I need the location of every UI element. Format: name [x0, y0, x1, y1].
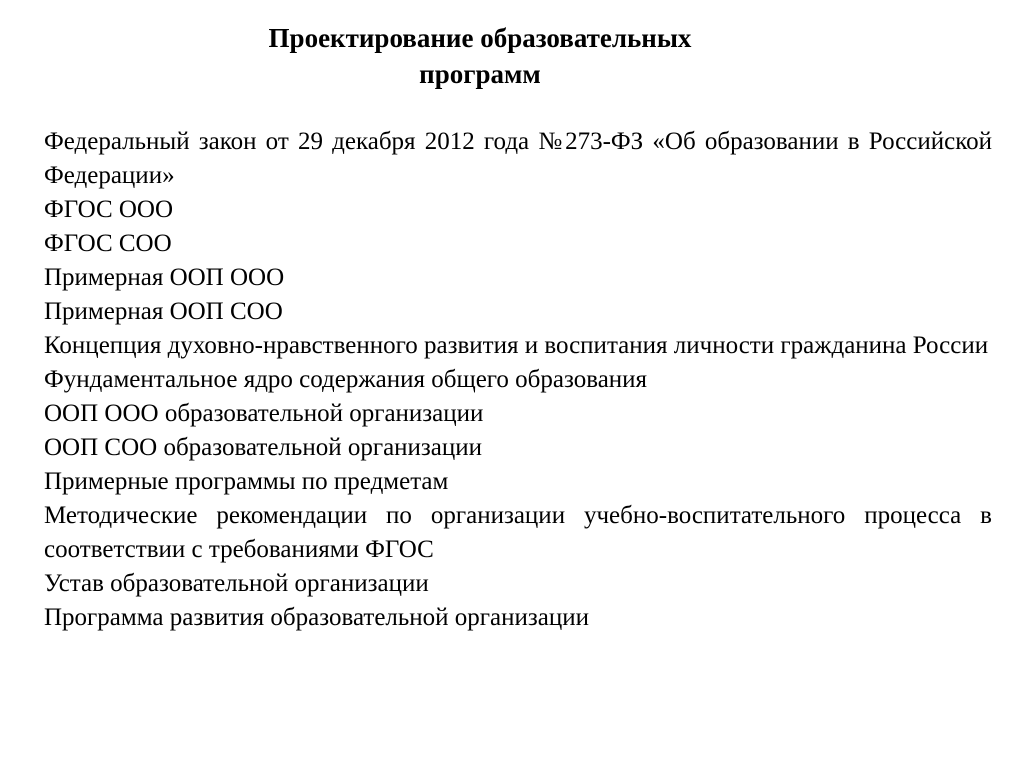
- list-item-concept: Концепция духовно-нравственного развития и воспитания личности гражданина России: [44, 332, 989, 359]
- list-item-charter: Устав образовательной организации: [44, 570, 429, 597]
- list-item-fgos-soo: ФГОС СОО: [44, 230, 172, 257]
- list-item-sample-oop-ooo: Примерная ООП ООО: [44, 264, 285, 291]
- slide-title-line-1: Проектирование образовательных: [268, 23, 692, 53]
- list-item-oop-ooo-org: ООП ООО образовательной организации: [44, 400, 484, 427]
- slide-title: [140, 20, 820, 92]
- list-item-development-program: Программа развития образовательной организации: [44, 604, 590, 631]
- list-item-fundamental-core: Фундаментальное ядро содержания общего образования: [44, 366, 648, 393]
- list-item-sample-oop-soo: Примерная ООП СОО: [44, 298, 283, 325]
- list-item-federal-law: Федеральный закон от 29 декабря 2012 года №273-ФЗ «Об образовании в Российской Федерации»: [44, 128, 992, 189]
- list-item-oop-soo-org: ООП СОО образовательной организации: [44, 434, 483, 461]
- slide-title-line-2: программ: [419, 59, 541, 89]
- list-item-fgos-ooo: ФГОС ООО: [44, 196, 174, 223]
- list-item-sample-programs: Примерные программы по предметам: [44, 468, 449, 495]
- document-list: [44, 125, 992, 635]
- list-item-methodical-recommendations: Методические рекомендации по организации учебно-воспитательного процесса в соответствии с требованиями ФГОС: [44, 502, 992, 563]
